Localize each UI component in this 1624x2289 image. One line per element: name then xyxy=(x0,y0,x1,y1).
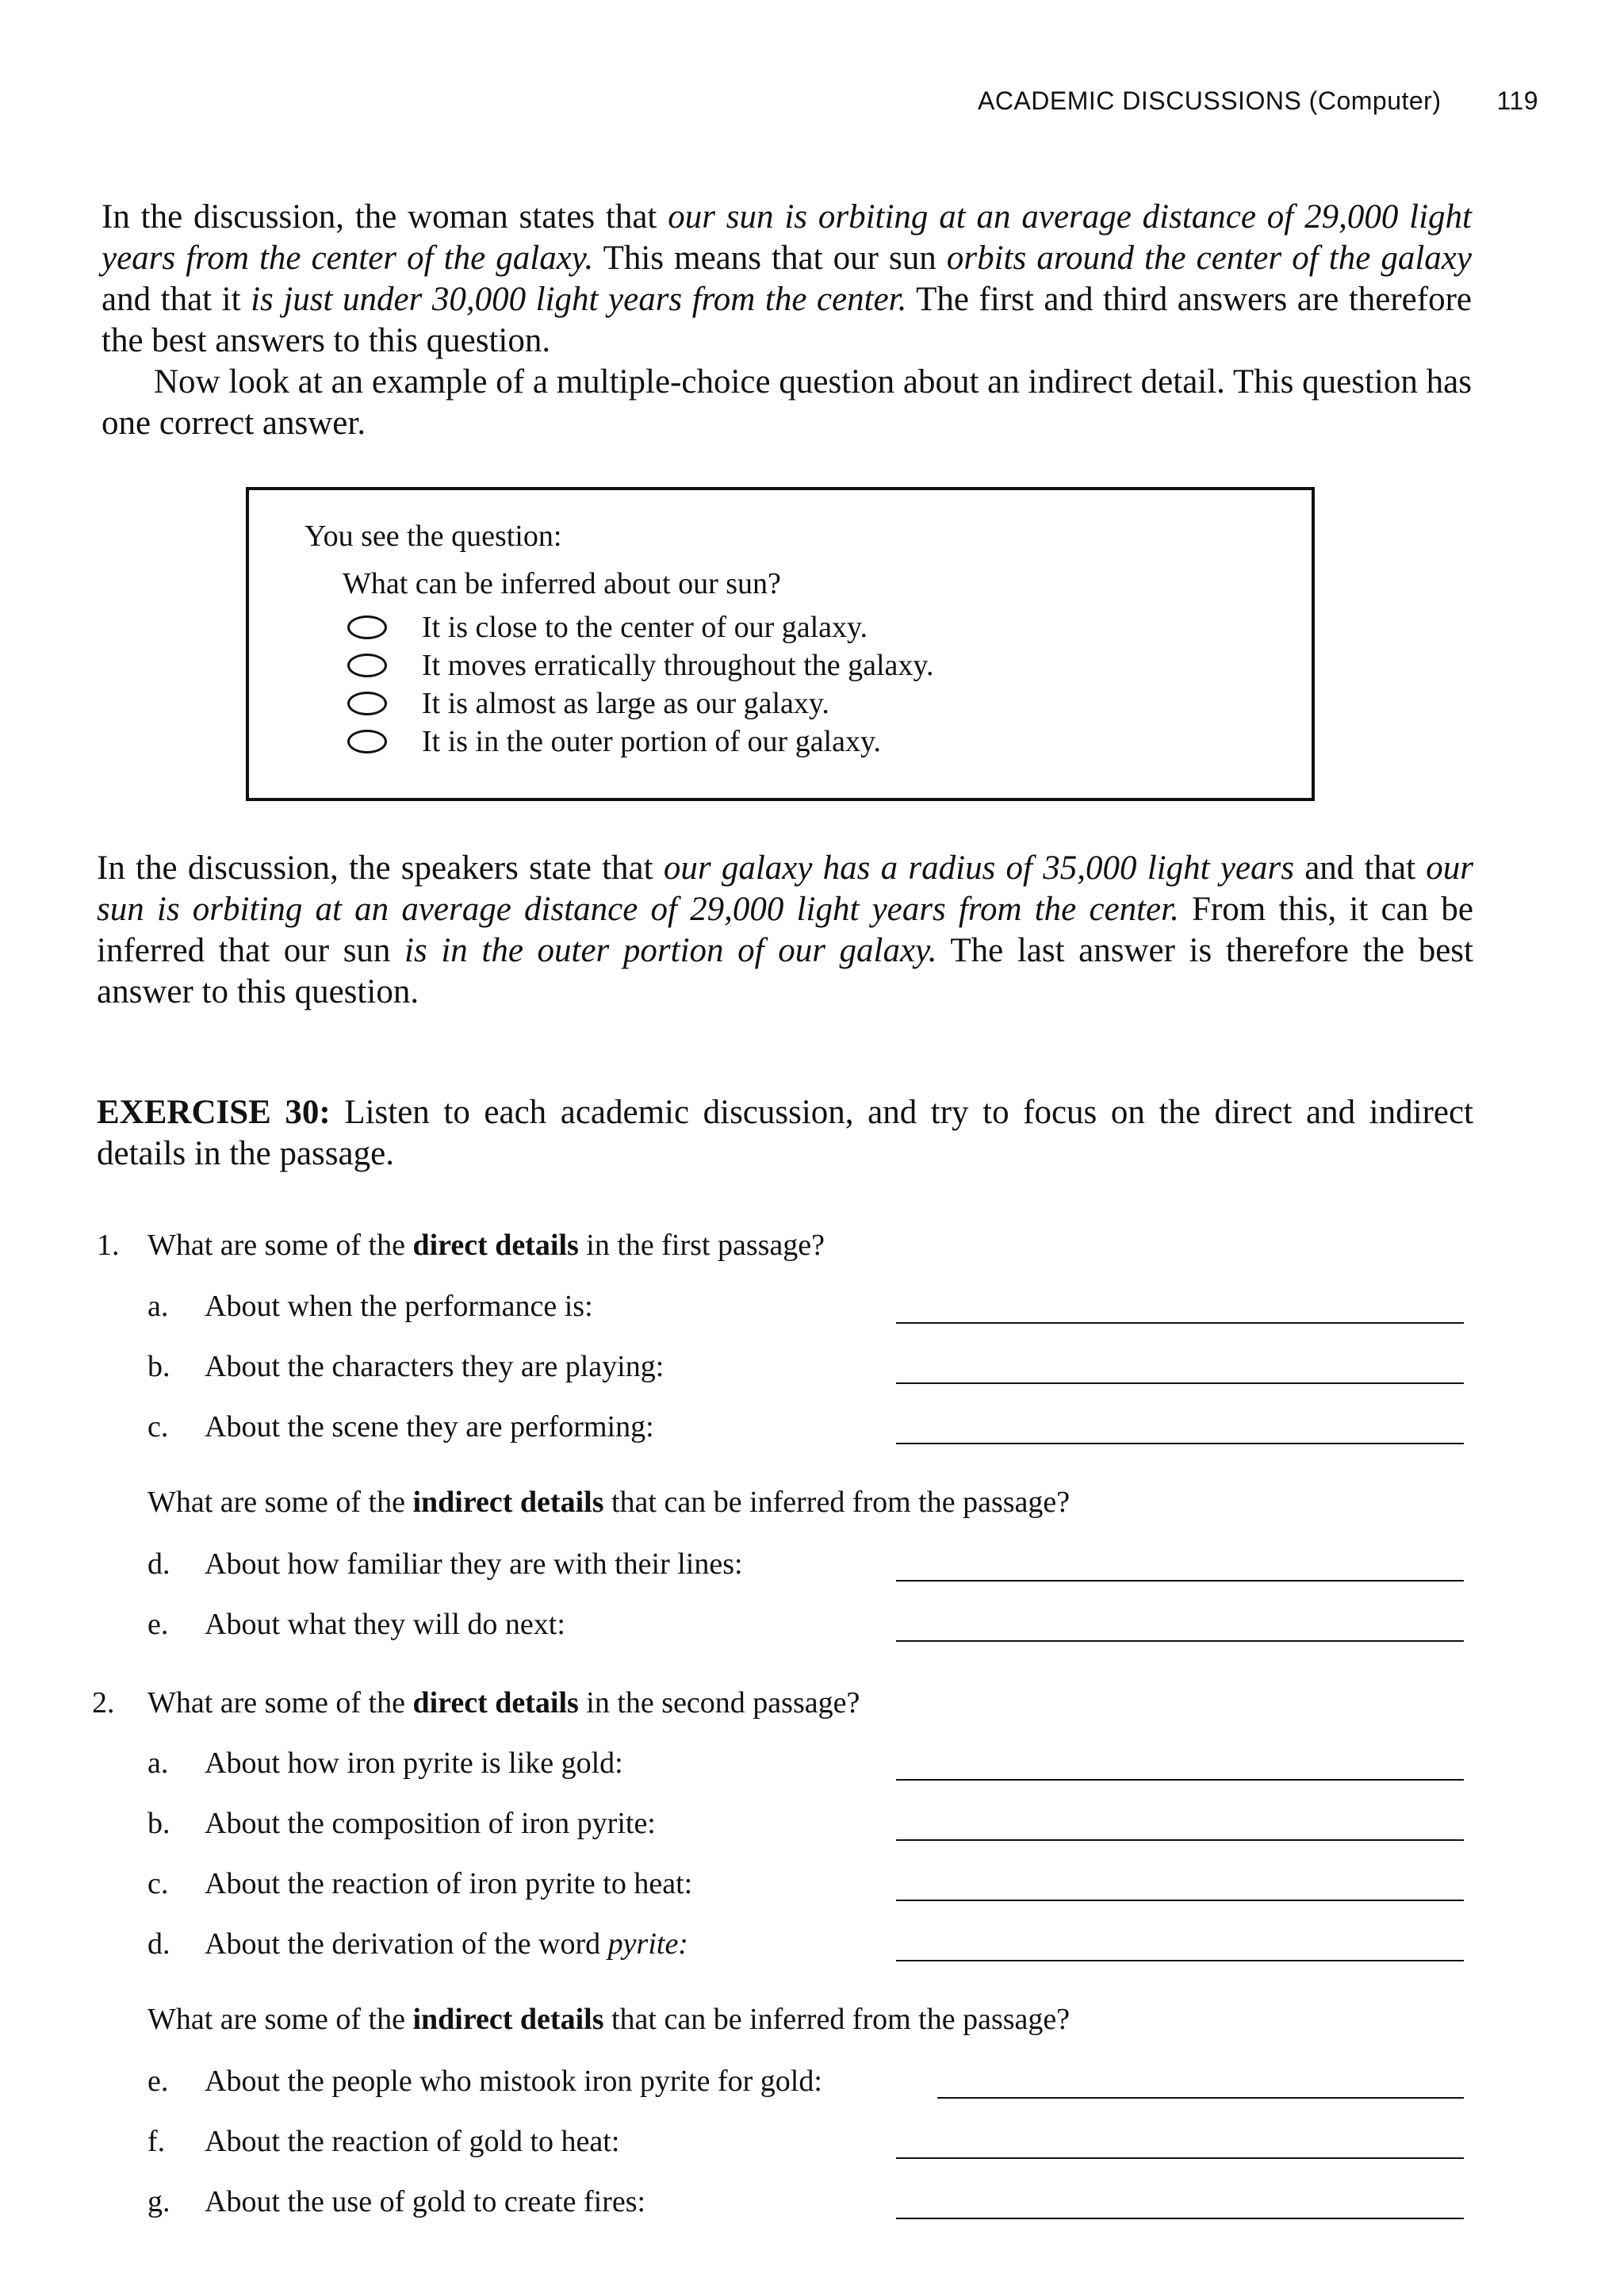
q2-item-d xyxy=(147,1927,1464,1965)
p2-quote-1: our galaxy has a radius of 35,000 light years xyxy=(663,849,1294,887)
question-2-number: 2. xyxy=(92,1686,115,1720)
answer-blank[interactable] xyxy=(896,1640,1464,1642)
answer-blank[interactable] xyxy=(896,1322,1464,1324)
answer-option-4[interactable] xyxy=(347,723,881,760)
prompt-bold: indirect details xyxy=(412,2003,604,2036)
answer-blank[interactable] xyxy=(896,2157,1464,2159)
item-label: About how familiar they are with their lines: xyxy=(205,1547,743,1581)
item-label: About the people who mistook iron pyrite for gold: xyxy=(205,2065,822,2098)
p2-text-1: In the discussion, the speakers state that xyxy=(97,849,664,887)
item-label: About the reaction of iron pyrite to heat: xyxy=(205,1867,693,1900)
p1-intro-next-example: Now look at an example of a multiple-choice question about an indirect detail. This question has one correct answer. xyxy=(102,363,1472,442)
q2-item-g xyxy=(147,2184,1464,2222)
item-label: About when the performance is: xyxy=(205,1290,593,1323)
p1-quote-3: is just under 30,000 light years from the center. xyxy=(251,281,907,318)
p1-text-2: This means that our sun xyxy=(593,240,947,277)
answer-blank[interactable] xyxy=(896,1779,1464,1781)
q1-indirect-prompt xyxy=(147,1485,1070,1520)
answer-option-2[interactable] xyxy=(347,647,933,684)
item-label: About the characters they are playing: xyxy=(205,1350,665,1383)
prompt-text: What are some of the xyxy=(147,2003,413,2036)
item-label-italic: pyrite: xyxy=(607,1927,688,1961)
q1-item-b xyxy=(147,1349,1464,1387)
q1-item-e xyxy=(147,1607,1464,1645)
question-2-prompt xyxy=(147,1685,860,1720)
item-letter: a. xyxy=(147,1290,169,1323)
answer-option-label: It is almost as large as our galaxy. xyxy=(422,687,829,720)
prompt-text: that can be inferred from the passage? xyxy=(603,1486,1071,1519)
item-letter: f. xyxy=(147,2125,166,2158)
item-label: About the use of gold to create fires: xyxy=(205,2185,646,2218)
answer-blank[interactable] xyxy=(896,1382,1464,1384)
item-label: About the reaction of gold to heat: xyxy=(205,2125,620,2158)
question-lead: You see the question: xyxy=(304,520,562,553)
prompt-text: What are some of the xyxy=(147,1686,413,1720)
item-label: About the scene they are performing: xyxy=(205,1410,654,1444)
p2-text-4: The last answer is therefore the best answer to this question. xyxy=(97,932,1473,1010)
answer-blank[interactable] xyxy=(896,1580,1464,1582)
answer-blank[interactable] xyxy=(896,2218,1464,2219)
p1-quote-1: our sun is orbiting at an average distance of 29,000 light years from the center of the galaxy. xyxy=(102,198,1472,277)
radio-circle-icon[interactable] xyxy=(347,654,387,677)
item-letter: d. xyxy=(147,1547,170,1581)
item-label: About the composition of iron pyrite: xyxy=(205,1807,656,1840)
item-letter: d. xyxy=(147,1927,170,1961)
question-1-number: 1. xyxy=(97,1229,120,1262)
running-head xyxy=(936,82,1538,119)
example-question-box xyxy=(246,487,1315,801)
item-letter: e. xyxy=(147,2065,169,2098)
question-1-prompt xyxy=(147,1228,825,1263)
q1-item-a xyxy=(147,1289,1464,1327)
answer-blank[interactable] xyxy=(896,1443,1464,1444)
p1-text-4: The first and third answers are therefore the best answers to this question. xyxy=(102,281,1472,359)
item-letter: c. xyxy=(147,1867,169,1900)
answer-blank[interactable] xyxy=(896,1839,1464,1841)
running-head-title: ACADEMIC DISCUSSIONS (Computer) xyxy=(978,86,1442,115)
prompt-bold: direct details xyxy=(412,1686,579,1720)
answer-blank[interactable] xyxy=(896,1900,1464,1901)
explanation-paragraph-1 xyxy=(102,197,1472,444)
prompt-text: What are some of the xyxy=(147,1486,413,1519)
prompt-text: in the second passage? xyxy=(578,1686,860,1720)
prompt-bold: indirect details xyxy=(412,1486,604,1519)
question-stem: What can be inferred about our sun? xyxy=(343,567,781,600)
radio-circle-icon[interactable] xyxy=(347,615,387,639)
radio-circle-icon[interactable] xyxy=(347,730,387,753)
q1-item-d xyxy=(147,1547,1464,1585)
item-label: About what they will do next: xyxy=(205,1608,565,1641)
q2-item-f xyxy=(147,2124,1464,2162)
item-letter: a. xyxy=(147,1746,169,1780)
exercise-instructions xyxy=(97,1092,1473,1175)
explanation-paragraph-2 xyxy=(97,848,1473,1013)
prompt-text: that can be inferred from the passage? xyxy=(603,2003,1071,2036)
p2-quote-3: is in the outer portion of our galaxy. xyxy=(404,932,937,969)
answer-option-1[interactable] xyxy=(347,609,868,646)
q1-item-c xyxy=(147,1409,1464,1447)
p1-text-1: In the discussion, the woman states that xyxy=(102,198,668,236)
p1-quote-2: orbits around the center of the galaxy xyxy=(946,240,1472,277)
answer-blank[interactable] xyxy=(937,2097,1464,2099)
q2-item-c xyxy=(147,1866,1464,1904)
item-letter: e. xyxy=(147,1608,169,1641)
q2-item-a xyxy=(147,1746,1464,1784)
prompt-bold: direct details xyxy=(412,1229,579,1262)
item-letter: g. xyxy=(147,2185,170,2218)
answer-option-3[interactable] xyxy=(347,685,829,722)
p2-text-2: and that xyxy=(1293,849,1427,887)
item-label xyxy=(205,1927,688,1961)
exercise-label: EXERCISE 30: xyxy=(97,1094,331,1131)
answer-option-label: It is close to the center of our galaxy. xyxy=(422,611,868,644)
item-letter: c. xyxy=(147,1410,169,1444)
q2-item-e xyxy=(147,2064,1464,2102)
answer-option-label: It moves erratically throughout the galaxy. xyxy=(422,649,934,682)
page-number: 119 xyxy=(1496,86,1538,115)
prompt-text: in the first passage? xyxy=(578,1229,825,1262)
prompt-text: What are some of the xyxy=(147,1229,413,1262)
answer-blank[interactable] xyxy=(896,1960,1464,1961)
item-letter: b. xyxy=(147,1350,170,1383)
q2-item-b xyxy=(147,1806,1464,1844)
q2-indirect-prompt xyxy=(147,2002,1070,2037)
p2-quote-2: our sun is orbiting at an average distance of 29,000 light years from the center. xyxy=(97,849,1473,928)
exercise-text: Listen to each academic discussion, and try to focus on the direct and indirect details in the passage. xyxy=(97,1094,1474,1172)
item-label: About how iron pyrite is like gold: xyxy=(205,1746,623,1780)
item-label-text: About the derivation of the word xyxy=(205,1927,608,1961)
p1-text-3: and that it xyxy=(102,281,251,318)
radio-circle-icon[interactable] xyxy=(347,692,387,715)
answer-option-label: It is in the outer portion of our galaxy. xyxy=(422,725,882,758)
p2-text-3: From this, it can be inferred that our sun xyxy=(97,891,1473,969)
item-letter: b. xyxy=(147,1807,170,1840)
